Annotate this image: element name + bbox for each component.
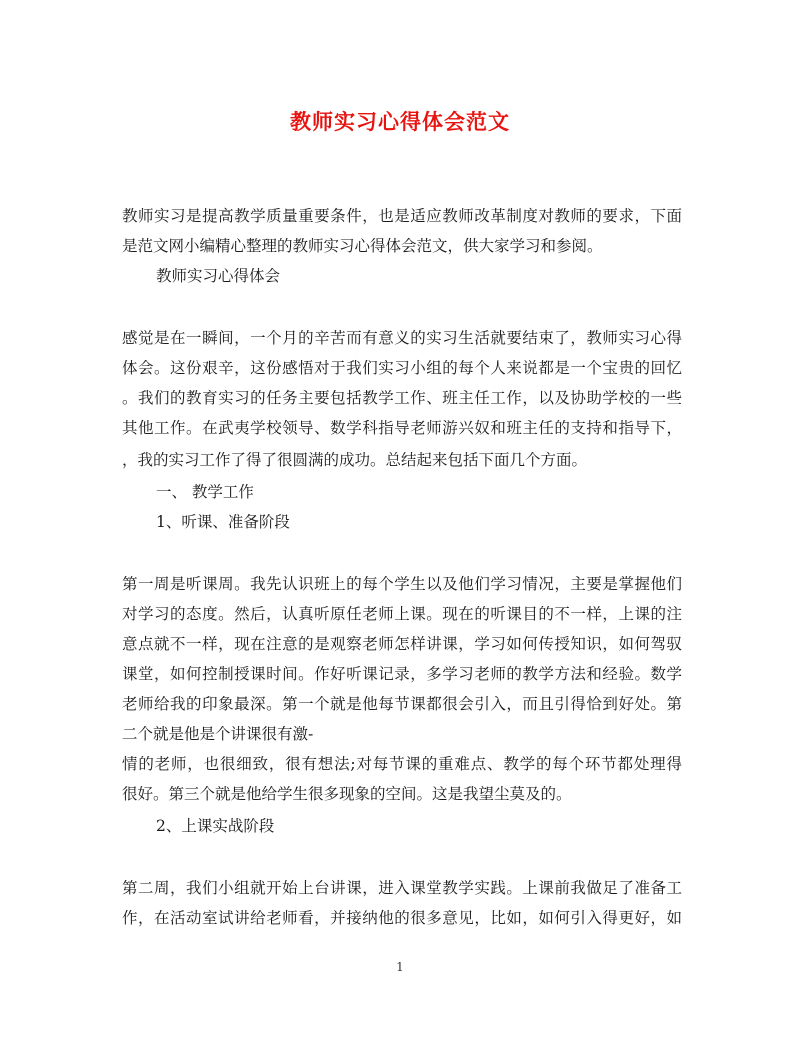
- para1-line-4: 其他工作。在武夷学校领导、数学科指导老师游兴奴和班主任的支持和指导下，: [122, 419, 682, 437]
- para2-line-4: 课堂，如何控制授课时间。作好听课记录，多学习老师的教学方法和经验。数学: [122, 665, 682, 683]
- intro-line-2: 是范文网小编精心整理的教师实习心得体会范文，供大家学习和参阅。: [122, 237, 603, 255]
- para2-line-6: 二个就是他是个讲课很有激-: [122, 725, 314, 743]
- para1-line-1: 感觉是在一瞬间，一个月的辛苦而有意义的实习生活就要结束了，教师实习心得: [122, 329, 682, 347]
- para1-line-5: ，我的实习工作了得了很圆满的成功。总结起来包括下面几个方面。: [122, 451, 588, 469]
- para2-line-2: 对学习的态度。然后，认真听原任老师上课。现在的听课目的不一样，上课的注: [122, 605, 682, 623]
- para2-line-7: 情的老师，也很细致，很有想法;对每节课的重难点、教学的每个环节都处理得: [122, 755, 682, 773]
- page-title: 教师实习心得体会范文: [290, 109, 510, 134]
- section-heading-teaching: 一、 教学工作: [156, 483, 254, 501]
- para2-line-3: 意点就不一样，现在注意的是观察老师怎样讲课，学习如何传授知识，如何驾驭: [122, 635, 682, 653]
- para1-line-3: 。我们的教育实习的任务主要包括教学工作、班主任工作，以及协助学校的一些: [122, 389, 682, 407]
- subheading-practice: 2、上课实战阶段: [156, 817, 275, 835]
- para3-line-1: 第二周，我们小组就开始上台讲课，进入课堂教学实践。上课前我做足了准备工: [122, 879, 682, 897]
- para1-line-2: 体会。这份艰辛，这份感悟对于我们实习小组的每个人来说都是一个宝贵的回忆: [122, 359, 682, 377]
- para3-line-2: 作，在活动室试讲给老师看，并接纳他的很多意见，比如，如何引入得更好，如: [122, 909, 682, 927]
- para2-line-5: 老师给我的印象最深。第一个就是他每节课都很会引入，而且引得恰到好处。第: [122, 695, 682, 713]
- para2-line-1: 第一周是听课周。我先认识班上的每个学生以及他们学习情况，主要是掌握他们: [122, 575, 682, 593]
- para2-line-8: 很好。第三个就是他给学生很多现象的空间。这是我望尘莫及的。: [122, 785, 572, 803]
- page-number: 1: [396, 960, 404, 974]
- intro-line-1: 教师实习是提高教学质量重要条件，也是适应教师改革制度对教师的要求，下面: [122, 207, 682, 225]
- subtitle: 教师实习心得体会: [156, 267, 281, 285]
- subheading-listening: 1、听课、准备阶段: [156, 513, 290, 531]
